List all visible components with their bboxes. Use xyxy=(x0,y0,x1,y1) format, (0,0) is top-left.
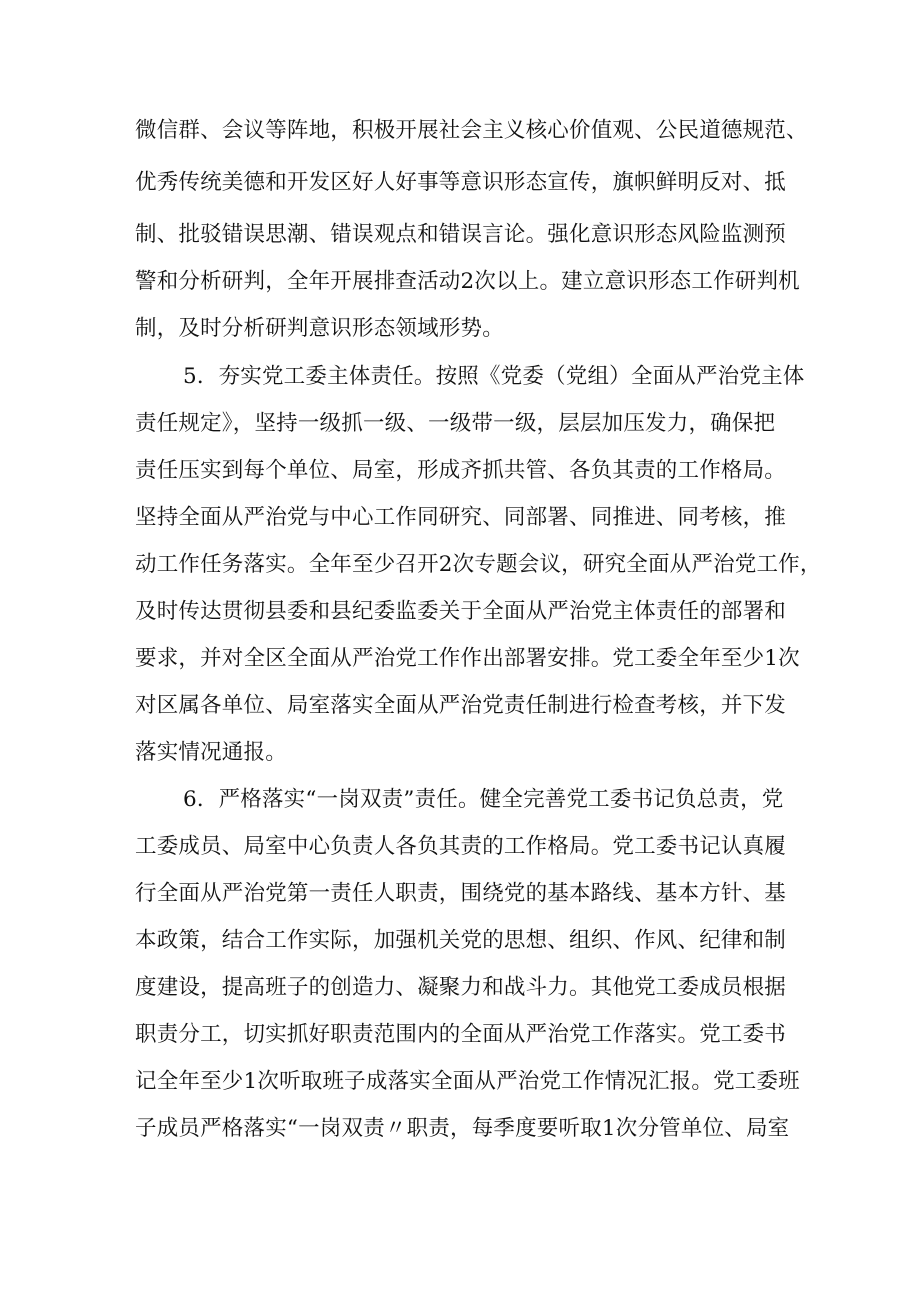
paragraph-line: 记全年至少1次听取班子成落实全面从严治党工作情况汇报。党工委班 xyxy=(135,1069,800,1094)
paragraph-line: 动工作任务落实。全年至少召开2次专题会议，研究全面从严治党工作， xyxy=(135,552,822,577)
paragraph-line: 子成员严格落实“一岗双责〃职责，每季度要听取1次分管单位、局室 xyxy=(135,1116,790,1141)
paragraph-line: 微信群、会议等阵地，积极开展社会主义核心价值观、公民道德规范、 xyxy=(135,118,808,143)
paragraph-line: 要求，并对全区全面从严治党工作作出部署安排。党工委全年至少1次 xyxy=(135,646,800,671)
paragraph-line: 制、批驳错误思潮、错误观点和错误言论。强化意识形态风险监测预 xyxy=(135,222,787,247)
paragraph-line: 警和分析研判，全年开展排查活动2次以上。建立意识形态工作研判机 xyxy=(135,269,800,294)
paragraph-line: 责任规定》，坚持一级抓一级、一级带一级，层层加压发力，确保把 xyxy=(135,411,776,436)
paragraph-line: 及时传达贯彻县委和县纪委监委关于全面从严治党主体责任的部署和 xyxy=(135,599,787,624)
paragraph-6-first-line: 6．严格落实“一岗双责”责任。健全完善党工委书记负总责，党 xyxy=(183,787,784,812)
paragraph-line: 制，及时分析研判意识形态领域形势。 xyxy=(135,316,504,341)
paragraph-line: 坚持全面从严治党与中心工作同研究、同部署、同推进、同考核，推 xyxy=(135,505,787,530)
paragraph-line: 工委成员、局室中心负责人各负其责的工作格局。党工委书记认真履 xyxy=(135,834,787,859)
paragraph-line: 行全面从严治党第一责任人职责，围绕党的基本路线、基本方针、基 xyxy=(135,881,787,906)
paragraph-line: 优秀传统美德和开发区好人好事等意识形态宣传，旗帜鲜明反对、抵 xyxy=(135,170,787,195)
paragraph-line: 本政策，结合工作实际，加强机关党的思想、组织、作风、纪律和制 xyxy=(135,928,787,953)
paragraph-line: 落实情况通报。 xyxy=(135,740,287,765)
paragraph-5-first-line: 5．夯实党工委主体责任。按照《党委（党组）全面从严治党主体 xyxy=(183,364,805,389)
paragraph-line: 度建设，提高班子的创造力、凝聚力和战斗力。其他党工委成员根据 xyxy=(135,975,787,1000)
paragraph-line: 职责分工，切实抓好职责范围内的全面从严治党工作落实。党工委书 xyxy=(135,1022,787,1047)
paragraph-line: 对区属各单位、局室落实全面从严治党责任制进行检查考核，并下发 xyxy=(135,693,787,718)
paragraph-line: 责任压实到每个单位、局室，形成齐抓共管、各负其责的工作格局。 xyxy=(135,458,787,483)
